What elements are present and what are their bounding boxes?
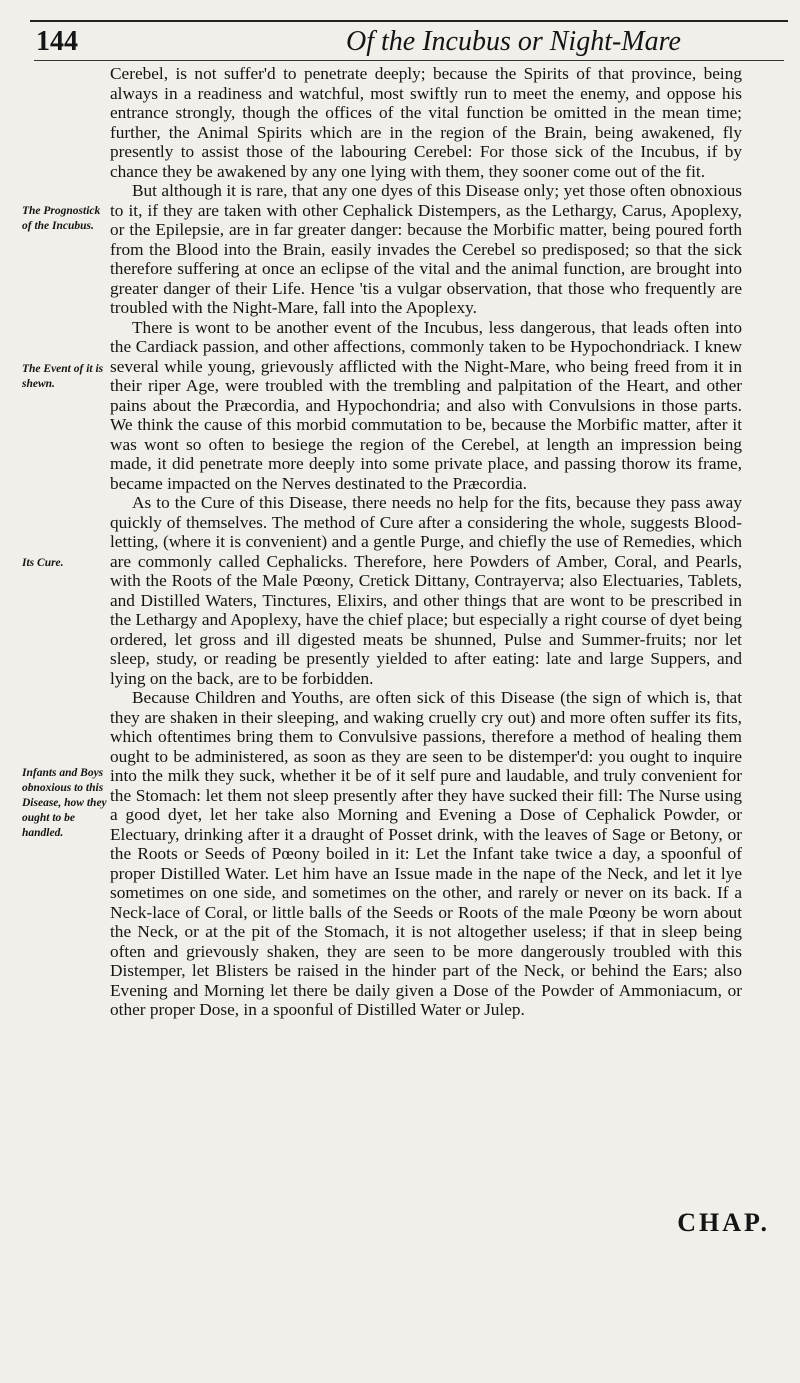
paragraph: Because Children and Youths, are often sick of this Disease (the sign of which is, that they are shaken in their sleeping, and waking cruelly cry out) and more often suffer its fits, which oftentimes bring them to Convulsive passions, therefore a method of healing them ought to be administered, as soon as they are seen to be distemper'd: you ought to inquire into the milk they suck, whether it be of it self pure and laudable, and truly convenient for the Stomach: let them not sleep presently after they have sucked their fill: The Nurse using a good dyet, let her take also Morning and Evening a Dose of Cephalick Powder, or Electuary, drinking after it a draught of Posset drink, with the leaves of Sage or Betony, or the Roots or Seeds of Pœony boiled in it: Let the Infant take twice a day, a spoonful of proper Distilled Water. Let him have an Issue made in the nape of the Neck, and let it lye sometimes on one side, and sometimes on the other, and rarely or never on its back. If a Neck-lace of Coral, or little balls of the Seeds or Roots of the male Pœony be worn about the Neck, or at the pit of the Stomach, it is not altogether useless; if that in sleep being often and grievously shaken, they are seen to be more dangerously troubled with this Distemper, let Blisters be raised in the hinder part of the Neck, or behind the Ears; also Evening and Morning let there be daily given a Dose of the Powder of Ammoniacum, or other proper Dose, in a spoonful of Distilled Water or Julep. xyxy=(110,688,742,1019)
page-number: 144 xyxy=(36,26,78,57)
paragraph: But although it is rare, that any one dyes of this Disease only; yet those often obnoxious to it, if they are taken with other Cephalick Distempers, as the Lethargy, Carus, Apoplexy, or the Epilepsie, are in far greater danger: because the Morbific matter, being poured forth from the Blood into the Brain, easily invades the Cerebel so predisposed; so that the sick therefore suffering at once an eclipse of the vital and the animal function, are brought into greater danger of their Life. Hence 'tis a vulgar observation, that those who frequently are troubled with the Night-Mare, fall into the Apoplexy. xyxy=(110,181,742,317)
catchword: CHAP. xyxy=(677,1208,770,1237)
page-header xyxy=(36,26,780,60)
paragraph: There is wont to be another event of the Incubus, less dangerous, that leads often into the Cardiack passion, and other affections, commonly taken to be Hypochondriack. I knew several while young, grievously afflicted with the Night-Mare, who being freed from it in their riper Age, were troubled with the trembling and palpitation of the Heart, and other pains about the Præcordia, and Hypochondria; and also with Convulsions in those parts. We think the cause of this morbid commutation to be, because the Morbific matter, after it was wont so often to besiege the region of the Cerebel, at length an impression being made, it did penetrate more deeply into some private place, and passing thorow its frame, became impacted on the Nerves destinated to the Præcordia. xyxy=(110,317,742,493)
body-text xyxy=(110,64,742,1020)
paragraph: As to the Cure of this Disease, there needs no help for the fits, because they pass away quickly of themselves. The method of Cure after a considering the whole, suggests Blood-letting, (where it is convenient) and a gentle Purge, and chiefly the use of Remedies, which are commonly called Cephalicks. Therefore, here Powders of Amber, Coral, and Pearls, with the Roots of the Male Pœony, Cretick Dittany, Contrayerva; also Electuaries, Tablets, and Distilled Waters, Tinctures, Elixirs, and other things that are wont to be prescribed in the Lethargy and Apoplexy, have the chief place; but especially a right course of dyet being ordered, let gross and ill digested meats be shunned, Pulse and Summer-fruits; nor let sleep, study, or reading be presently yielded to after eating: late and large Suppers, and lying on the back, are to be forbidden. xyxy=(110,493,742,688)
margin-note-prognostick: The Prognostick of the Incubus. xyxy=(22,205,101,232)
margin-note-event: The Event of it is shewn. xyxy=(22,363,104,390)
margin-note-cure: Its Cure. xyxy=(22,557,64,569)
margin-note-infants: Infants and Boys obnoxious to this Disease, how they ought to be handled. xyxy=(22,767,107,839)
running-title: Of the Incubus or Night-Mare xyxy=(346,26,681,57)
header-rule xyxy=(34,60,784,61)
paragraph: Cerebel, is not suffer'd to penetrate deeply; because the Spirits of that province, being always in a readiness and watchful, most swiftly run to meet the enemy, and oppose his entrance strongly, though the offices of the vital function be omitted in the mean time; further, the Animal Spirits which are in the region of the Brain, being awakened, fly presently to assist those of the labouring Cerebel: For those sick of the Incubus, if by chance they be awakened by any one lying with them, they sooner come out of the fit. xyxy=(110,64,742,181)
top-border-rule xyxy=(30,20,788,22)
